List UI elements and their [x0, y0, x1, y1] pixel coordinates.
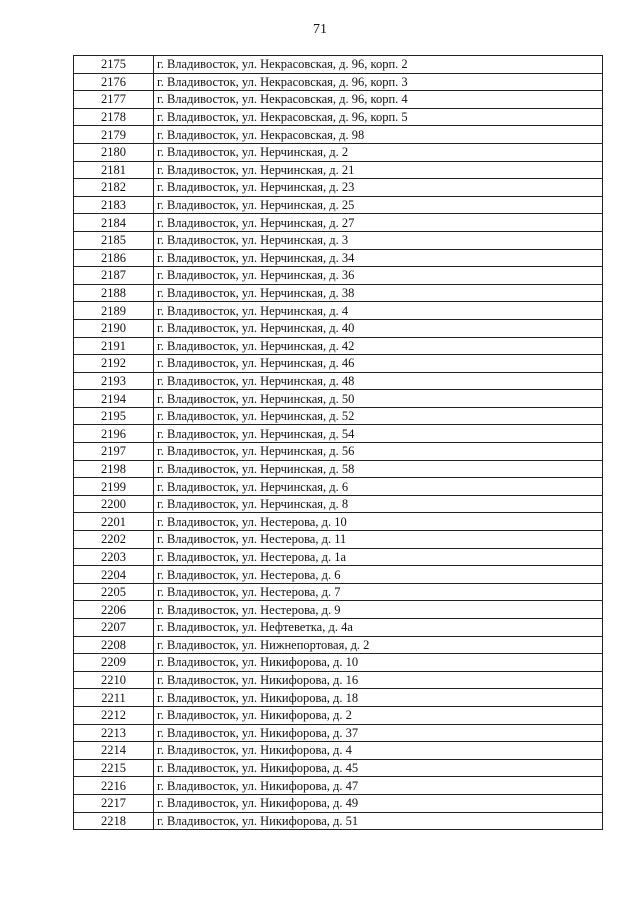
row-number: 2197	[74, 443, 154, 461]
row-address: г. Владивосток, ул. Никифорова, д. 47	[154, 777, 603, 795]
row-number: 2179	[74, 126, 154, 144]
row-address: г. Владивосток, ул. Нерчинская, д. 25	[154, 196, 603, 214]
table-row	[74, 689, 603, 707]
row-address: г. Владивосток, ул. Нестерова, д. 9	[154, 601, 603, 619]
row-address: г. Владивосток, ул. Некрасовская, д. 96, корп. 2	[154, 56, 603, 74]
row-number: 2194	[74, 390, 154, 408]
row-number: 2192	[74, 355, 154, 373]
row-number: 2199	[74, 478, 154, 496]
row-number: 2198	[74, 460, 154, 478]
row-number: 2200	[74, 495, 154, 513]
row-number: 2185	[74, 231, 154, 249]
table-row	[74, 601, 603, 619]
row-address: г. Владивосток, ул. Нестерова, д. 1а	[154, 548, 603, 566]
row-address: г. Владивосток, ул. Никифорова, д. 16	[154, 671, 603, 689]
row-number: 2177	[74, 91, 154, 109]
row-address: г. Владивосток, ул. Нерчинская, д. 23	[154, 179, 603, 197]
row-address: г. Владивосток, ул. Нерчинская, д. 52	[154, 407, 603, 425]
row-address: г. Владивосток, ул. Нерчинская, д. 3	[154, 231, 603, 249]
row-address: г. Владивосток, ул. Некрасовская, д. 98	[154, 126, 603, 144]
table-row	[74, 742, 603, 760]
row-number: 2188	[74, 284, 154, 302]
table-row	[74, 267, 603, 285]
row-number: 2207	[74, 619, 154, 637]
table-row	[74, 390, 603, 408]
table-row	[74, 231, 603, 249]
row-address: г. Владивосток, ул. Некрасовская, д. 96, корп. 5	[154, 108, 603, 126]
row-address: г. Владивосток, ул. Нерчинская, д. 58	[154, 460, 603, 478]
row-address: г. Владивосток, ул. Нерчинская, д. 27	[154, 214, 603, 232]
table-row	[74, 425, 603, 443]
row-number: 2213	[74, 724, 154, 742]
row-address: г. Владивосток, ул. Никифорова, д. 4	[154, 742, 603, 760]
table-row	[74, 724, 603, 742]
table-row	[74, 56, 603, 74]
address-table	[73, 55, 603, 830]
row-number: 2187	[74, 267, 154, 285]
row-address: г. Владивосток, ул. Нерчинская, д. 2	[154, 143, 603, 161]
row-number: 2211	[74, 689, 154, 707]
row-address: г. Владивосток, ул. Нерчинская, д. 34	[154, 249, 603, 267]
table-row	[74, 91, 603, 109]
table-row	[74, 249, 603, 267]
table-row	[74, 302, 603, 320]
row-address: г. Владивосток, ул. Нестерова, д. 10	[154, 513, 603, 531]
table-row	[74, 777, 603, 795]
table-row	[74, 759, 603, 777]
table-row	[74, 654, 603, 672]
table-row	[74, 196, 603, 214]
row-address: г. Владивосток, ул. Нерчинская, д. 50	[154, 390, 603, 408]
table-row	[74, 284, 603, 302]
row-number: 2182	[74, 179, 154, 197]
row-address: г. Владивосток, ул. Некрасовская, д. 96, корп. 4	[154, 91, 603, 109]
table-row	[74, 108, 603, 126]
row-number: 2184	[74, 214, 154, 232]
table-row	[74, 619, 603, 637]
row-address: г. Владивосток, ул. Нестерова, д. 6	[154, 566, 603, 584]
row-address: г. Владивосток, ул. Никифорова, д. 45	[154, 759, 603, 777]
row-address: г. Владивосток, ул. Нестерова, д. 11	[154, 531, 603, 549]
row-address: г. Владивосток, ул. Нерчинская, д. 42	[154, 337, 603, 355]
row-address: г. Владивосток, ул. Нерчинская, д. 6	[154, 478, 603, 496]
row-address: г. Владивосток, ул. Некрасовская, д. 96, корп. 3	[154, 73, 603, 91]
row-number: 2205	[74, 583, 154, 601]
row-address: г. Владивосток, ул. Нерчинская, д. 54	[154, 425, 603, 443]
table-row	[74, 126, 603, 144]
table-row	[74, 407, 603, 425]
row-number: 2196	[74, 425, 154, 443]
row-address: г. Владивосток, ул. Нестерова, д. 7	[154, 583, 603, 601]
row-address: г. Владивосток, ул. Нерчинская, д. 21	[154, 161, 603, 179]
table-row	[74, 337, 603, 355]
row-address: г. Владивосток, ул. Никифорова, д. 51	[154, 812, 603, 830]
row-number: 2202	[74, 531, 154, 549]
address-table-body	[74, 56, 603, 830]
table-row	[74, 161, 603, 179]
row-address: г. Владивосток, ул. Нерчинская, д. 48	[154, 372, 603, 390]
table-row	[74, 548, 603, 566]
table-row	[74, 531, 603, 549]
row-number: 2209	[74, 654, 154, 672]
table-row	[74, 460, 603, 478]
row-number: 2206	[74, 601, 154, 619]
row-address: г. Владивосток, ул. Никифорова, д. 18	[154, 689, 603, 707]
row-address: г. Владивосток, ул. Нерчинская, д. 4	[154, 302, 603, 320]
row-number: 2204	[74, 566, 154, 584]
table-row	[74, 706, 603, 724]
table-row	[74, 73, 603, 91]
table-row	[74, 671, 603, 689]
row-number: 2181	[74, 161, 154, 179]
row-number: 2208	[74, 636, 154, 654]
row-number: 2183	[74, 196, 154, 214]
row-address: г. Владивосток, ул. Нерчинская, д. 40	[154, 319, 603, 337]
row-address: г. Владивосток, ул. Никифорова, д. 2	[154, 706, 603, 724]
row-number: 2210	[74, 671, 154, 689]
row-address: г. Владивосток, ул. Никифорова, д. 10	[154, 654, 603, 672]
row-number: 2195	[74, 407, 154, 425]
page-number: 71	[313, 22, 327, 37]
row-number: 2216	[74, 777, 154, 795]
row-number: 2175	[74, 56, 154, 74]
table-row	[74, 355, 603, 373]
row-address: г. Владивосток, ул. Нерчинская, д. 8	[154, 495, 603, 513]
row-number: 2217	[74, 794, 154, 812]
row-address: г. Владивосток, ул. Нерчинская, д. 38	[154, 284, 603, 302]
row-number: 2214	[74, 742, 154, 760]
row-address: г. Владивосток, ул. Никифорова, д. 37	[154, 724, 603, 742]
row-number: 2212	[74, 706, 154, 724]
row-number: 2180	[74, 143, 154, 161]
row-address: г. Владивосток, ул. Нерчинская, д. 36	[154, 267, 603, 285]
row-number: 2203	[74, 548, 154, 566]
row-number: 2186	[74, 249, 154, 267]
row-number: 2193	[74, 372, 154, 390]
table-row	[74, 143, 603, 161]
table-row	[74, 583, 603, 601]
row-number: 2215	[74, 759, 154, 777]
table-row	[74, 478, 603, 496]
row-address: г. Владивосток, ул. Нерчинская, д. 56	[154, 443, 603, 461]
row-address: г. Владивосток, ул. Нефтеветка, д. 4а	[154, 619, 603, 637]
table-row	[74, 566, 603, 584]
row-number: 2189	[74, 302, 154, 320]
row-number: 2201	[74, 513, 154, 531]
table-row	[74, 495, 603, 513]
table-row	[74, 513, 603, 531]
table-row	[74, 372, 603, 390]
table-row	[74, 319, 603, 337]
row-number: 2176	[74, 73, 154, 91]
table-row	[74, 214, 603, 232]
table-row	[74, 636, 603, 654]
row-number: 2218	[74, 812, 154, 830]
row-number: 2191	[74, 337, 154, 355]
row-number: 2190	[74, 319, 154, 337]
table-row	[74, 794, 603, 812]
row-address: г. Владивосток, ул. Нерчинская, д. 46	[154, 355, 603, 373]
row-address: г. Владивосток, ул. Никифорова, д. 49	[154, 794, 603, 812]
table-row	[74, 443, 603, 461]
table-row	[74, 179, 603, 197]
row-address: г. Владивосток, ул. Нижнепортовая, д. 2	[154, 636, 603, 654]
table-row	[74, 812, 603, 830]
row-number: 2178	[74, 108, 154, 126]
